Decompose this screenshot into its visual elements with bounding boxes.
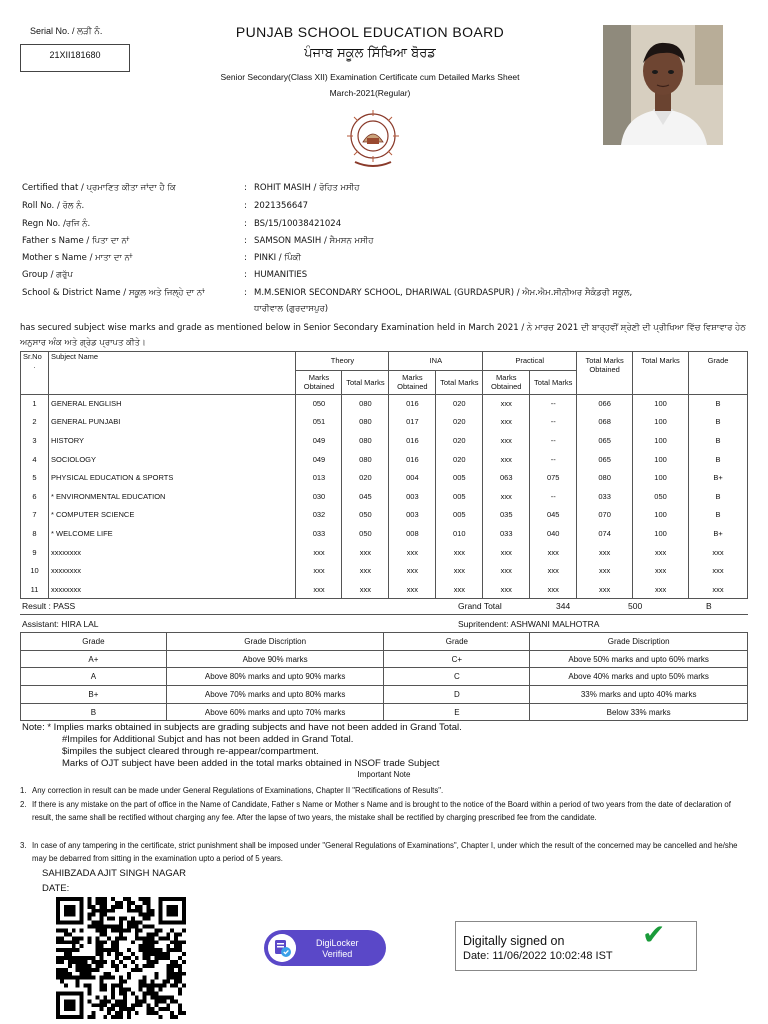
- table-row: [21, 668, 748, 686]
- theory-total-cell: 080: [342, 413, 389, 432]
- theory-total-cell: 020: [342, 468, 389, 487]
- subject-cell: * WELCOME LIFE: [48, 524, 296, 543]
- registration-number: BS/15/10038421024: [254, 219, 342, 229]
- grade-desc-cell: Above 50% marks and upto 60% marks: [530, 650, 748, 668]
- header-practical-obtained: Marks Obtained: [483, 370, 530, 394]
- ina-total-cell: xxx: [436, 580, 483, 599]
- sr-cell: 10: [21, 561, 49, 580]
- ina-total-cell: 020: [436, 413, 483, 432]
- total-obtained-cell: xxx: [577, 580, 633, 599]
- grade-cell: xxx: [689, 561, 748, 580]
- grade-cell: B: [689, 506, 748, 525]
- important-note-text: In case of any tampering in the certificate, strict punishment shall be imposed under "General Regulations of Examinations", Chapter I, under which the result of the concerned may be cancelled and he/she may be debarred from sitting in the examination upto a period of 5 years.: [32, 841, 738, 863]
- grade-cell: B: [689, 413, 748, 432]
- subject-cell: SOCIOLOGY: [48, 450, 296, 469]
- practical-obtained-cell: xxx: [483, 487, 530, 506]
- grade-cell: B+: [21, 686, 167, 704]
- grade-cell: B+: [689, 468, 748, 487]
- subject-cell: HISTORY: [48, 431, 296, 450]
- header-practical-total: Total Marks: [530, 370, 577, 394]
- sr-cell: 9: [21, 543, 49, 562]
- divider: [20, 614, 748, 615]
- total-marks-cell: 100: [633, 450, 689, 469]
- grade-desc-cell: Below 33% marks: [530, 703, 748, 721]
- info-label: Regn No. /ਰਜਿ ਨੰ.: [22, 219, 91, 229]
- theory-total-cell: 080: [342, 450, 389, 469]
- practical-obtained-cell: xxx: [483, 450, 530, 469]
- grade-description-table: [20, 632, 748, 721]
- grade-header: Grade: [384, 633, 530, 651]
- total-marks-cell: 100: [633, 524, 689, 543]
- total-marks-cell: xxx: [633, 561, 689, 580]
- total-marks-cell: 100: [633, 413, 689, 432]
- practical-total-cell: 040: [530, 524, 577, 543]
- roll-number: 2021356647: [254, 201, 309, 211]
- important-note-number: 2.: [20, 800, 27, 809]
- info-label: Group / ਗਰੁੱਪ: [22, 270, 73, 280]
- theory-total-cell: 080: [342, 431, 389, 450]
- grade-desc-header: Grade Discription: [530, 633, 748, 651]
- issue-place: SAHIBZADA AJIT SINGH NAGAR: [42, 868, 186, 879]
- total-marks-cell: 050: [633, 487, 689, 506]
- practical-total-cell: 075: [530, 468, 577, 487]
- header-theory: Theory: [296, 352, 389, 371]
- assistant-name: Assistant: HIRA LAL: [22, 619, 99, 629]
- theory-obtained-cell: 033: [296, 524, 342, 543]
- grade-cell: B: [689, 450, 748, 469]
- header-grade: Grade: [689, 352, 748, 395]
- note-line: #Impiles for Additional Subjct and has not been added in Grand Total.: [62, 734, 354, 745]
- ina-total-cell: 005: [436, 487, 483, 506]
- certificate-subtitle: Senior Secondary(Class XII) Examination Certificate cum Detailed Marks Sheet: [220, 72, 520, 82]
- sr-cell: 4: [21, 450, 49, 469]
- subject-cell: xxxxxxxx: [48, 543, 296, 562]
- practical-total-cell: xxx: [530, 561, 577, 580]
- subject-cell: * ENVIRONMENTAL EDUCATION: [48, 487, 296, 506]
- serial-label: Serial No. / ਲੜੀ ਨੰ.: [30, 26, 103, 36]
- secured-statement: has secured subject wise marks and grade as mentioned below in Senior Secondary Examination held in March 2021 / ਨੇ ਮਾਰਚ 2021 ਦੀ ਬਾਰ੍ਹਵੀਂ ਸ਼੍ਰੇਣੀ ਦੀ ਪ੍ਰੀਖਿਆ ਵਿੱਚ ਵਿਸ਼ਾਵਾਰ ਹੇਠ ਅਨੁਸਾਰ ਅੰਕ ਅਤੇ ਗ੍ਰੇਡ ਪ੍ਰਾਪਤ ਕੀਤੇ।: [20, 323, 746, 348]
- sr-cell: 3: [21, 431, 49, 450]
- grade-cell: B: [21, 703, 167, 721]
- ina-obtained-cell: xxx: [389, 561, 436, 580]
- practical-obtained-cell: xxx: [483, 431, 530, 450]
- digilocker-verified-badge[interactable]: [264, 930, 386, 966]
- theory-obtained-cell: 049: [296, 431, 342, 450]
- header-srno: [21, 352, 49, 395]
- ina-total-cell: xxx: [436, 561, 483, 580]
- table-row: [21, 703, 748, 721]
- info-label: Father s Name / ਪਿਤਾ ਦਾ ਨਾਂ: [22, 236, 130, 246]
- theory-obtained-cell: 030: [296, 487, 342, 506]
- school-name-line2: ਧਾਰੀਵਾਲ (ਗੁਰਦਾਸਪੁਰ): [254, 304, 329, 314]
- grade-desc-cell: Above 70% marks and upto 80% marks: [166, 686, 384, 704]
- total-marks-cell: 100: [633, 394, 689, 413]
- total-obtained-cell: 066: [577, 394, 633, 413]
- info-label: Roll No. / ਰੋਲ ਨੰ.: [22, 201, 85, 211]
- ina-total-cell: 005: [436, 506, 483, 525]
- grade-desc-cell: 33% marks and upto 40% marks: [530, 686, 748, 704]
- father-name: SAMSON MASIH / ਸੈਮਸਨ ਮਸੀਹ: [254, 236, 374, 246]
- table-row: [21, 561, 748, 580]
- total-obtained-cell: 065: [577, 450, 633, 469]
- grade-cell: A: [21, 668, 167, 686]
- practical-total-cell: --: [530, 450, 577, 469]
- ina-total-cell: xxx: [436, 543, 483, 562]
- important-note-title: Important Note: [357, 770, 411, 779]
- theory-obtained-cell: 032: [296, 506, 342, 525]
- header-ina: INA: [389, 352, 483, 371]
- table-row: [21, 450, 748, 469]
- note-line: $impiles the subject cleared through re-appear/compartment.: [62, 746, 319, 757]
- ina-obtained-cell: 017: [389, 413, 436, 432]
- ina-obtained-cell: 004: [389, 468, 436, 487]
- sr-cell: 7: [21, 506, 49, 525]
- sr-cell: 1: [21, 394, 49, 413]
- grade-desc-cell: Above 60% marks and upto 70% marks: [166, 703, 384, 721]
- grade-desc-header: Grade Discription: [166, 633, 384, 651]
- practical-total-cell: 045: [530, 506, 577, 525]
- digilocker-line1: DigiLocker: [316, 938, 359, 948]
- total-marks-cell: 100: [633, 506, 689, 525]
- ina-obtained-cell: 008: [389, 524, 436, 543]
- ina-total-cell: 020: [436, 431, 483, 450]
- practical-obtained-cell: 033: [483, 524, 530, 543]
- header-srno-label: Sr.No: [23, 352, 42, 361]
- theory-obtained-cell: 050: [296, 394, 342, 413]
- table-row: [21, 543, 748, 562]
- table-row: [21, 650, 748, 668]
- student-name: ROHIT MASIH / ਰੋਹਿਤ ਮਸੀਹ: [254, 183, 360, 193]
- table-row: [21, 580, 748, 599]
- grand-total-obtained: 344: [556, 601, 571, 611]
- grade-cell: xxx: [689, 580, 748, 599]
- grade-cell: B+: [689, 524, 748, 543]
- important-note-text: Any correction in result can be made under General Regulations of Examinations, Chapter II "Rectifications of Results".: [32, 786, 444, 795]
- theory-total-cell: xxx: [342, 580, 389, 599]
- group-name: HUMANITIES: [254, 270, 308, 280]
- digilocker-label: [316, 938, 359, 960]
- sr-cell: 11: [21, 580, 49, 599]
- important-note-number: 3.: [20, 841, 27, 850]
- checkmark-icon: ✔: [642, 918, 666, 951]
- practical-obtained-cell: xxx: [483, 394, 530, 413]
- practical-obtained-cell: xxx: [483, 413, 530, 432]
- signature-text: Digitally signed on: [463, 934, 565, 948]
- practical-total-cell: xxx: [530, 543, 577, 562]
- header-total-obtained: Total Marks Obtained: [577, 352, 633, 395]
- header-subject: Subject Name: [48, 352, 296, 395]
- practical-total-cell: --: [530, 487, 577, 506]
- practical-total-cell: xxx: [530, 580, 577, 599]
- info-colon: :: [244, 236, 247, 246]
- theory-obtained-cell: 013: [296, 468, 342, 487]
- total-obtained-cell: 033: [577, 487, 633, 506]
- digilocker-line2: Verified: [322, 949, 353, 959]
- info-label: Certified that / ਪ੍ਰਮਾਣਿਤ ਕੀਤਾ ਜਾਂਦਾ ਹੈ ਕਿ: [22, 183, 176, 193]
- total-obtained-cell: 065: [577, 431, 633, 450]
- table-row: [21, 487, 748, 506]
- total-obtained-cell: 074: [577, 524, 633, 543]
- total-obtained-cell: 070: [577, 506, 633, 525]
- theory-total-cell: xxx: [342, 543, 389, 562]
- theory-obtained-cell: xxx: [296, 543, 342, 562]
- grade-cell: D: [384, 686, 530, 704]
- exam-session: March-2021(Regular): [329, 88, 411, 98]
- theory-total-cell: 050: [342, 506, 389, 525]
- total-marks-cell: xxx: [633, 543, 689, 562]
- header-practical: Practical: [483, 352, 577, 371]
- practical-total-cell: --: [530, 431, 577, 450]
- practical-total-cell: --: [530, 413, 577, 432]
- total-obtained-cell: 068: [577, 413, 633, 432]
- important-note-number: 1.: [20, 786, 27, 795]
- practical-obtained-cell: 063: [483, 468, 530, 487]
- practical-obtained-cell: xxx: [483, 561, 530, 580]
- grade-cell: C+: [384, 650, 530, 668]
- grade-cell: E: [384, 703, 530, 721]
- mother-name: PINKI / ਪਿੰਕੀ: [254, 253, 301, 263]
- grade-desc-cell: Above 80% marks and upto 90% marks: [166, 668, 384, 686]
- total-obtained-cell: xxx: [577, 543, 633, 562]
- total-marks-cell: xxx: [633, 580, 689, 599]
- grade-cell: A+: [21, 650, 167, 668]
- important-note-text: If there is any mistake on the part of office in the Name of Candidate, Father s Name or Mother s Name and is brought to the notice of the Board within a period of two years from the date of declaration of result, the same shall be rectified without charging any fee. After the lapse of two years, the mistake shall be rectified by charging prescribed fee from the candidate.: [32, 800, 731, 822]
- subject-cell: * COMPUTER SCIENCE: [48, 506, 296, 525]
- ina-total-cell: 020: [436, 450, 483, 469]
- grade-cell: B: [689, 487, 748, 506]
- total-obtained-cell: xxx: [577, 561, 633, 580]
- grade-desc-cell: Above 90% marks: [166, 650, 384, 668]
- table-row: [21, 431, 748, 450]
- header-ina-total: Total Marks: [436, 370, 483, 394]
- sr-cell: 2: [21, 413, 49, 432]
- header-ina-obtained: Marks Obtained: [389, 370, 436, 394]
- ina-total-cell: 005: [436, 468, 483, 487]
- important-note-item: [20, 798, 748, 824]
- sr-cell: 6: [21, 487, 49, 506]
- info-colon: :: [244, 201, 247, 211]
- table-row: [21, 524, 748, 543]
- digital-signature-box: [455, 918, 697, 971]
- info-colon: :: [244, 183, 247, 193]
- grade-cell: xxx: [689, 543, 748, 562]
- info-colon: :: [244, 219, 247, 229]
- student-photo: [603, 25, 723, 145]
- theory-obtained-cell: 051: [296, 413, 342, 432]
- ina-obtained-cell: 016: [389, 394, 436, 413]
- grand-total-max: 500: [628, 601, 643, 611]
- theory-obtained-cell: xxx: [296, 561, 342, 580]
- sr-cell: 8: [21, 524, 49, 543]
- total-marks-cell: 100: [633, 468, 689, 487]
- note-line: Marks of OJT subject have been added in the total marks obtained in NSOF trade Subject: [62, 758, 440, 769]
- grade-header: Grade: [21, 633, 167, 651]
- table-row: [21, 394, 748, 413]
- info-colon: :: [244, 253, 247, 263]
- grand-total-label: Grand Total: [458, 601, 502, 611]
- qr-code-icon: [55, 897, 187, 1019]
- ina-obtained-cell: xxx: [389, 543, 436, 562]
- practical-obtained-cell: xxx: [483, 580, 530, 599]
- subject-cell: GENERAL PUNJABI: [48, 413, 296, 432]
- table-row: [21, 686, 748, 704]
- info-label: School & District Name / ਸਕੂਲ ਅਤੇ ਜਿਲ੍ਹੇ ਦਾ ਨਾਂ: [22, 288, 205, 298]
- subject-cell: xxxxxxxx: [48, 561, 296, 580]
- board-title: PUNJAB SCHOOL EDUCATION BOARD: [235, 24, 505, 40]
- total-marks-cell: 100: [633, 431, 689, 450]
- theory-obtained-cell: xxx: [296, 580, 342, 599]
- sr-cell: 5: [21, 468, 49, 487]
- subject-cell: PHYSICAL EDUCATION & SPORTS: [48, 468, 296, 487]
- practical-total-cell: --: [530, 394, 577, 413]
- board-title-punjabi: ਪੰਜਾਬ ਸਕੂਲ ਸਿੱਖਿਆ ਬੋਰਡ: [304, 46, 436, 61]
- ina-obtained-cell: 003: [389, 506, 436, 525]
- result-status: Result : PASS: [22, 601, 76, 611]
- total-obtained-cell: 080: [577, 468, 633, 487]
- table-row: [21, 468, 748, 487]
- board-emblem-logo: [343, 106, 403, 172]
- theory-total-cell: 045: [342, 487, 389, 506]
- grade-cell: B: [689, 394, 748, 413]
- header-theory-total: Total Marks: [342, 370, 389, 394]
- theory-total-cell: 080: [342, 394, 389, 413]
- ina-obtained-cell: 016: [389, 431, 436, 450]
- note-line: Note: * Implies marks obtained in subjects are grading subjects and have not been added in Grand Total.: [22, 722, 462, 733]
- info-label: Mother s Name / ਮਾਤਾ ਦਾ ਨਾਂ: [22, 253, 133, 263]
- grade-desc-cell: Above 40% marks and upto 50% marks: [530, 668, 748, 686]
- issue-date-label: DATE:: [42, 883, 70, 894]
- marks-table: [20, 351, 748, 599]
- digilocker-logo-icon: [268, 934, 296, 962]
- theory-total-cell: 050: [342, 524, 389, 543]
- serial-number-box: 21XII181680: [20, 44, 130, 72]
- important-note-item: [20, 784, 748, 797]
- important-note-item: [20, 839, 748, 865]
- header-theory-obtained: Marks Obtained: [296, 370, 342, 394]
- ina-total-cell: 010: [436, 524, 483, 543]
- table-row: [21, 506, 748, 525]
- practical-obtained-cell: 035: [483, 506, 530, 525]
- ina-total-cell: 020: [436, 394, 483, 413]
- grand-total-grade: B: [706, 601, 712, 611]
- school-name: M.M.SENIOR SECONDARY SCHOOL, DHARIWAL (GURDASPUR) / ਐਮ.ਐਮ.ਸੀਨੀਅਰ ਸੈਕੰਡਰੀ ਸਕੂਲ,: [254, 288, 633, 298]
- theory-total-cell: xxx: [342, 561, 389, 580]
- ina-obtained-cell: 003: [389, 487, 436, 506]
- header-total-marks: Total Marks: [633, 352, 689, 395]
- ina-obtained-cell: 016: [389, 450, 436, 469]
- signature-date: Date: 11/06/2022 10:02:48 IST: [463, 950, 613, 962]
- ina-obtained-cell: xxx: [389, 580, 436, 599]
- grade-cell: B: [689, 431, 748, 450]
- practical-obtained-cell: xxx: [483, 543, 530, 562]
- subject-cell: GENERAL ENGLISH: [48, 394, 296, 413]
- supritendent-name: Supritendent: ASHWANI MALHOTRA: [458, 619, 600, 629]
- info-colon: :: [244, 288, 247, 298]
- info-colon: :: [244, 270, 247, 280]
- header-srno-dot: .: [33, 361, 36, 370]
- grade-cell: C: [384, 668, 530, 686]
- notes-block: [22, 722, 582, 770]
- subject-cell: xxxxxxxx: [48, 580, 296, 599]
- table-row: [21, 413, 748, 432]
- theory-obtained-cell: 049: [296, 450, 342, 469]
